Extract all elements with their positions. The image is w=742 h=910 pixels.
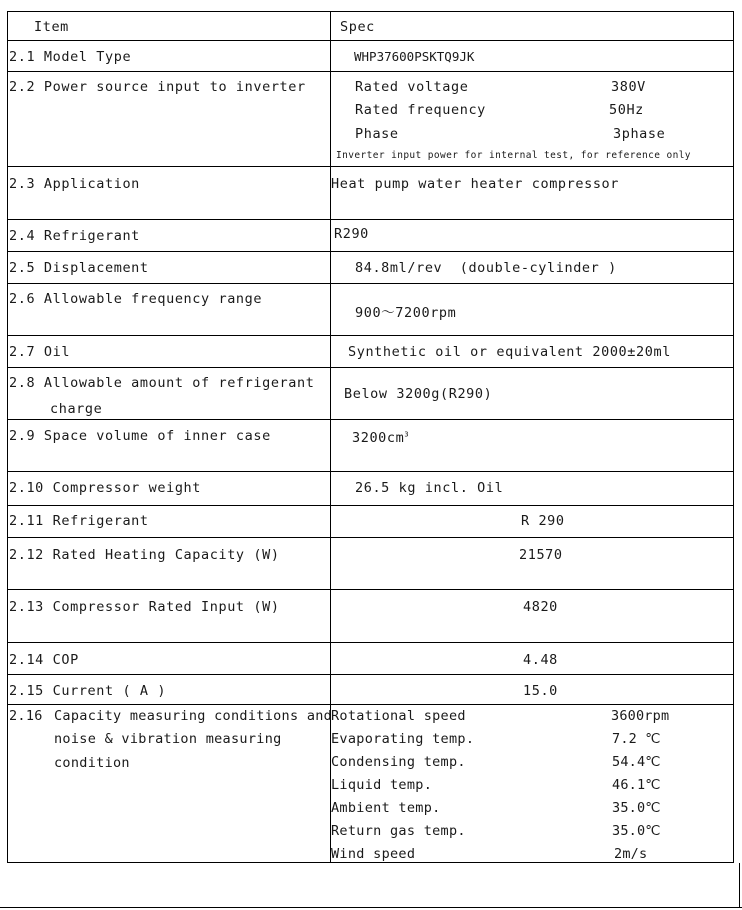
row-model-type-item: 2.1 Model Type xyxy=(9,49,132,65)
rule-h1 xyxy=(7,40,734,41)
row-heating-capacity-item: 2.12 Rated Heating Capacity (W) xyxy=(9,547,280,563)
evaporating-temp-label: Evaporating temp. xyxy=(331,731,475,747)
row-space-volume-item: 2.9 Space volume of inner case xyxy=(9,428,271,444)
rule-h12 xyxy=(7,537,734,538)
rule-h14 xyxy=(7,642,734,643)
phase-label: Phase xyxy=(355,126,399,142)
rule-right-extra xyxy=(739,863,740,908)
row-refrigerant-charge-item: 2.8 Allowable amount of refrigerant xyxy=(9,375,315,391)
row-displacement-spec: 84.8ml/rev (double-cylinder ) xyxy=(355,260,617,276)
row-cop-spec: 4.48 xyxy=(523,652,558,668)
return-gas-temp-label: Return gas temp. xyxy=(331,823,466,839)
row-current-item: 2.15 Current ( A ) xyxy=(9,683,167,699)
rule-h10 xyxy=(7,471,734,472)
rule-h3 xyxy=(7,166,734,167)
row-refrigerant-item: 2.4 Refrigerant xyxy=(9,228,140,244)
rule-h13 xyxy=(7,589,734,590)
rule-bottom xyxy=(7,862,734,863)
rule-left xyxy=(7,11,8,863)
rule-h6 xyxy=(7,283,734,284)
row-application-item: 2.3 Application xyxy=(9,176,140,192)
wind-speed-label: Wind speed xyxy=(331,846,416,862)
row-conditions-item-line3: condition xyxy=(54,755,130,771)
row-refrigerant-charge-item-cont: charge xyxy=(50,401,103,417)
row-frequency-range-item: 2.6 Allowable frequency range xyxy=(9,291,263,307)
rule-page-bottom xyxy=(0,907,742,908)
inverter-note: Inverter input power for internal test, for reference only xyxy=(336,150,691,161)
rule-h15 xyxy=(7,674,734,675)
row-oil-spec: Synthetic oil or equivalent 2000±20ml xyxy=(348,344,671,360)
row-refrigerant-spec: R290 xyxy=(334,226,369,242)
rule-h7 xyxy=(7,335,734,336)
liquid-temp-label: Liquid temp. xyxy=(331,777,433,793)
row-conditions-item-line2: noise & vibration measuring xyxy=(54,731,282,747)
row-application-spec: Heat pump water heater compressor xyxy=(331,176,620,192)
rotational-speed-value: 3600rpm xyxy=(611,708,670,724)
evaporating-temp-value: 7.2 ℃ xyxy=(612,731,661,747)
rated-voltage-value: 380V xyxy=(611,79,646,95)
rule-h8 xyxy=(7,367,734,368)
condensing-temp-label: Condensing temp. xyxy=(331,754,466,770)
row-oil-item: 2.7 Oil xyxy=(9,344,71,360)
row-rated-input-spec: 4820 xyxy=(523,599,558,615)
row-conditions-number: 2.16 xyxy=(9,708,43,724)
row-compressor-weight-item: 2.10 Compressor weight xyxy=(9,480,202,496)
row-model-type-spec: WHP37600PSKTQ9JK xyxy=(354,49,475,64)
condensing-temp-value: 54.4℃ xyxy=(612,754,661,770)
rule-right xyxy=(733,11,734,863)
row-frequency-range-spec: 900～7200rpm xyxy=(355,305,457,321)
rule-h16 xyxy=(7,704,734,705)
header-item: Item xyxy=(34,19,69,35)
wind-speed-value: 2m/s xyxy=(614,846,648,862)
rotational-speed-label: Rotational speed xyxy=(331,708,466,724)
row-space-volume-spec xyxy=(352,430,409,446)
rated-voltage-label: Rated voltage xyxy=(355,79,469,95)
row-refrigerant-charge-spec: Below 3200g(R290) xyxy=(344,386,493,402)
phase-value: 3phase xyxy=(613,126,666,142)
row-power-source-item: 2.2 Power source input to inverter xyxy=(9,79,306,95)
row-refrigerant-2-item: 2.11 Refrigerant xyxy=(9,513,149,529)
rule-h2 xyxy=(7,71,734,72)
return-gas-temp-value: 35.0℃ xyxy=(612,823,661,839)
rule-h9 xyxy=(7,419,734,420)
row-heating-capacity-spec: 21570 xyxy=(519,547,563,563)
row-cop-item: 2.14 COP xyxy=(9,652,79,668)
rated-frequency-label: Rated frequency xyxy=(355,102,486,118)
rated-frequency-value: 50Hz xyxy=(609,102,644,118)
ambient-temp-label: Ambient temp. xyxy=(331,800,441,816)
row-current-spec: 15.0 xyxy=(523,683,558,699)
rule-h4 xyxy=(7,219,734,220)
space-volume-unit-exponent: 3 xyxy=(404,430,410,439)
row-rated-input-item: 2.13 Compressor Rated Input (W) xyxy=(9,599,280,615)
row-refrigerant-2-spec: R 290 xyxy=(521,513,565,529)
rule-top xyxy=(7,11,734,12)
rule-h11 xyxy=(7,505,734,506)
space-volume-value: 3200cm xyxy=(352,430,405,446)
row-displacement-item: 2.5 Displacement xyxy=(9,260,149,276)
liquid-temp-value: 46.1℃ xyxy=(612,777,661,793)
header-spec: Spec xyxy=(340,19,375,35)
rule-h5 xyxy=(7,251,734,252)
row-compressor-weight-spec: 26.5 kg incl. Oil xyxy=(355,480,504,496)
row-conditions-item-line1: Capacity measuring conditions and xyxy=(54,708,333,724)
ambient-temp-value: 35.0℃ xyxy=(612,800,661,816)
